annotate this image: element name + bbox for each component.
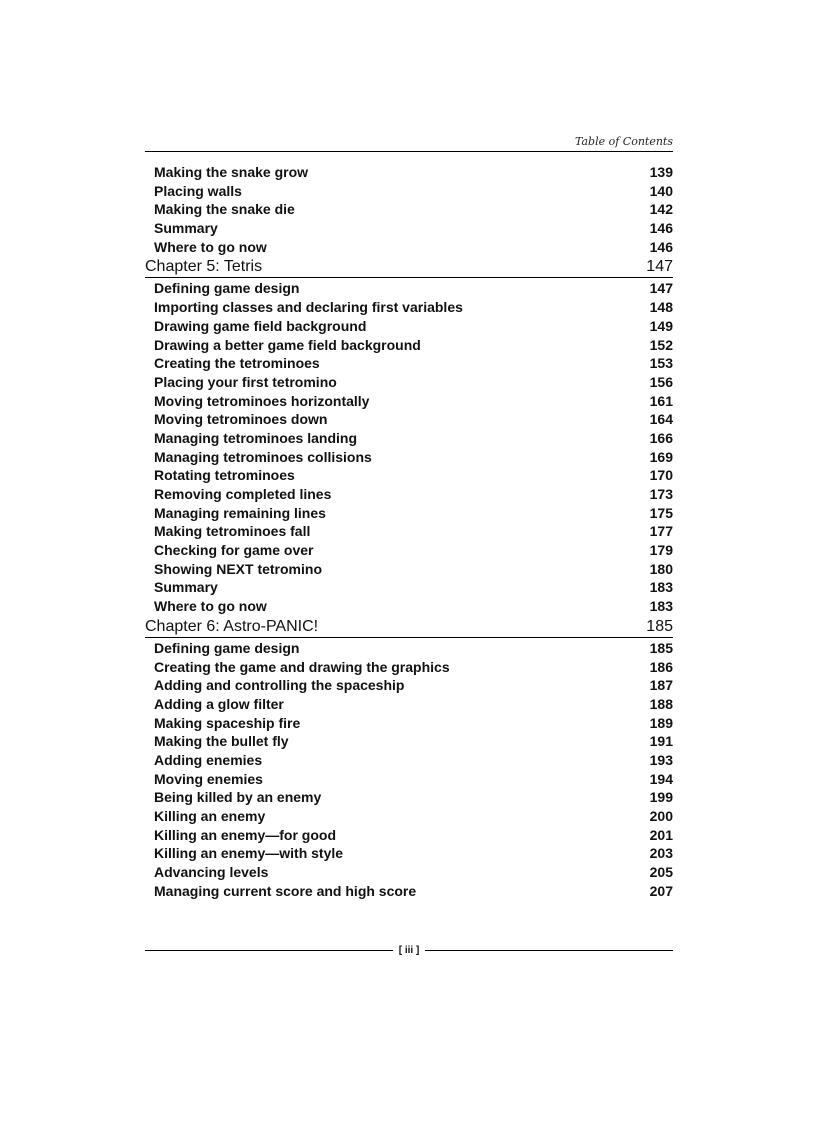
toc-title: Drawing a better game field background: [154, 336, 421, 353]
toc-title: Summary: [154, 220, 218, 237]
toc-entry: [145, 770, 673, 789]
toc-page-number: 152: [649, 336, 673, 353]
toc-page-number: 188: [649, 695, 673, 712]
toc-entry: [145, 466, 673, 485]
toc-page-number: 164: [649, 411, 673, 428]
toc-entry: [145, 429, 673, 448]
footer-rule-right: [425, 950, 673, 951]
toc-title: Adding and controlling the spaceship: [154, 677, 405, 694]
toc-title: Managing remaining lines: [154, 504, 326, 521]
toc-entry: [145, 354, 673, 373]
toc-title: Making the snake die: [154, 201, 295, 218]
toc-title: Checking for game over: [154, 542, 314, 559]
toc-page-number: 140: [649, 182, 673, 199]
toc-title: Making tetrominoes fall: [154, 523, 311, 540]
toc-entry: [145, 448, 673, 467]
toc-title: Creating the tetrominoes: [154, 355, 320, 372]
toc-title: Chapter 6: Astro-PANIC!: [145, 617, 319, 635]
toc-page-number: 173: [649, 486, 673, 502]
toc-page-number: 183: [649, 579, 673, 596]
toc-page-number: 200: [649, 808, 673, 824]
toc-page-number: 177: [649, 523, 673, 540]
toc-page-number: 205: [649, 864, 673, 881]
toc-entry: [145, 597, 673, 616]
toc-title: Chapter 5: Tetris: [145, 258, 263, 276]
toc-page-number: 187: [649, 677, 673, 694]
toc-entry: [145, 317, 673, 336]
toc-page-number: 194: [649, 770, 673, 787]
toc-title: Rotating tetrominoes: [154, 467, 295, 484]
toc-page-number: 142: [649, 201, 673, 218]
toc-entry: [145, 844, 673, 863]
toc-entry: [145, 485, 673, 504]
toc-entry: [145, 695, 673, 714]
toc-entry: [145, 522, 673, 541]
toc-entry: [145, 182, 673, 201]
toc-page-number: 207: [649, 882, 673, 899]
toc-page-number: 139: [649, 164, 673, 180]
toc-entry: [145, 373, 673, 392]
page-number: [ iii ]: [398, 945, 420, 956]
toc-page-number: 148: [649, 299, 673, 316]
toc-chapter-heading: [145, 617, 673, 638]
toc-page-number: 191: [649, 733, 673, 750]
toc-title: Importing classes and declaring first variables: [154, 299, 463, 316]
toc-entry: [145, 639, 673, 658]
toc-title: Placing walls: [154, 182, 242, 199]
toc-page-number: 166: [649, 429, 673, 446]
header-rule: [145, 151, 673, 152]
toc-title: Drawing game field background: [154, 317, 367, 334]
running-head: Table of Contents: [574, 135, 673, 148]
toc-entry: [145, 578, 673, 597]
toc-title: Managing tetrominoes landing: [154, 429, 358, 446]
toc-entry: [145, 882, 673, 901]
toc-page-number: 153: [649, 355, 673, 372]
toc-page-number: 169: [649, 448, 673, 465]
toc-page-number: 199: [649, 789, 673, 806]
toc-entry: [145, 751, 673, 770]
toc-entry: [145, 676, 673, 695]
toc-title: Defining game design: [154, 280, 300, 297]
toc-title: Making spaceship fire: [154, 714, 301, 731]
toc-page-number: 170: [649, 467, 673, 484]
toc-page-number: 201: [649, 826, 673, 843]
toc-title: Killing an enemy: [154, 808, 266, 824]
toc-entry: [145, 826, 673, 845]
page-footer: [145, 945, 673, 956]
toc-page-number: 193: [649, 751, 673, 768]
toc-page-number: 179: [649, 542, 673, 559]
toc-entry: [145, 410, 673, 429]
toc-page-number: 149: [649, 317, 673, 334]
toc-page-number: 180: [649, 560, 673, 577]
toc-entry: [145, 238, 673, 257]
toc-entry: [145, 298, 673, 317]
toc-title: Moving tetrominoes down: [154, 411, 328, 428]
table-of-contents: [145, 163, 673, 900]
toc-entry: [145, 714, 673, 733]
toc-entry: [145, 392, 673, 411]
toc-title: Summary: [154, 579, 218, 596]
toc-page-number: 183: [649, 598, 673, 615]
toc-entry: [145, 732, 673, 751]
toc-title: Adding enemies: [154, 751, 263, 768]
toc-title: Adding a glow filter: [154, 695, 284, 712]
toc-page-number: 146: [649, 220, 673, 237]
toc-chapter-heading: [145, 257, 673, 278]
toc-title: Managing tetrominoes collisions: [154, 448, 372, 465]
toc-entry: [145, 788, 673, 807]
toc-page-number: 146: [649, 238, 673, 255]
toc-page-number: 203: [649, 845, 673, 862]
toc-page-number: 161: [649, 392, 673, 409]
toc-title: Being killed by an enemy: [154, 789, 322, 806]
toc-entry: [145, 807, 673, 826]
toc-page-number: 185: [646, 617, 673, 635]
toc-title: Defining game design: [154, 639, 300, 656]
toc-page-number: 147: [646, 258, 673, 276]
toc-entry: [145, 163, 673, 182]
toc-page-number: 175: [649, 504, 673, 521]
toc-entry: [145, 504, 673, 523]
toc-title: Moving tetrominoes horizontally: [154, 392, 370, 409]
toc-entry: [145, 541, 673, 560]
toc-title: Making the bullet fly: [154, 733, 289, 750]
toc-entry: [145, 560, 673, 579]
toc-title: Making the snake grow: [154, 164, 309, 180]
toc-entry: [145, 219, 673, 238]
toc-title: Removing completed lines: [154, 486, 332, 502]
toc-page-number: 185: [649, 639, 673, 656]
toc-page-number: 189: [649, 714, 673, 731]
toc-page-number: 156: [649, 373, 673, 390]
toc-title: Killing an enemy—with style: [154, 845, 344, 862]
footer-rule-left: [145, 950, 393, 951]
toc-title: Creating the game and drawing the graphics: [154, 658, 450, 675]
toc-entry: [145, 200, 673, 219]
toc-entry: [145, 658, 673, 677]
toc-title: Killing an enemy—for good: [154, 826, 337, 843]
toc-title: Where to go now: [154, 238, 267, 255]
toc-title: Where to go now: [154, 598, 267, 615]
toc-title: Advancing levels: [154, 864, 269, 881]
toc-title: Showing NEXT tetromino: [154, 560, 322, 577]
toc-entry: [145, 336, 673, 355]
toc-entry: [145, 279, 673, 298]
toc-entry: [145, 863, 673, 882]
toc-title: Managing current score and high score: [154, 882, 417, 899]
toc-title: Placing your first tetromino: [154, 373, 337, 390]
toc-page-number: 186: [649, 658, 673, 675]
toc-title: Moving enemies: [154, 770, 263, 787]
toc-page-number: 147: [649, 280, 673, 297]
